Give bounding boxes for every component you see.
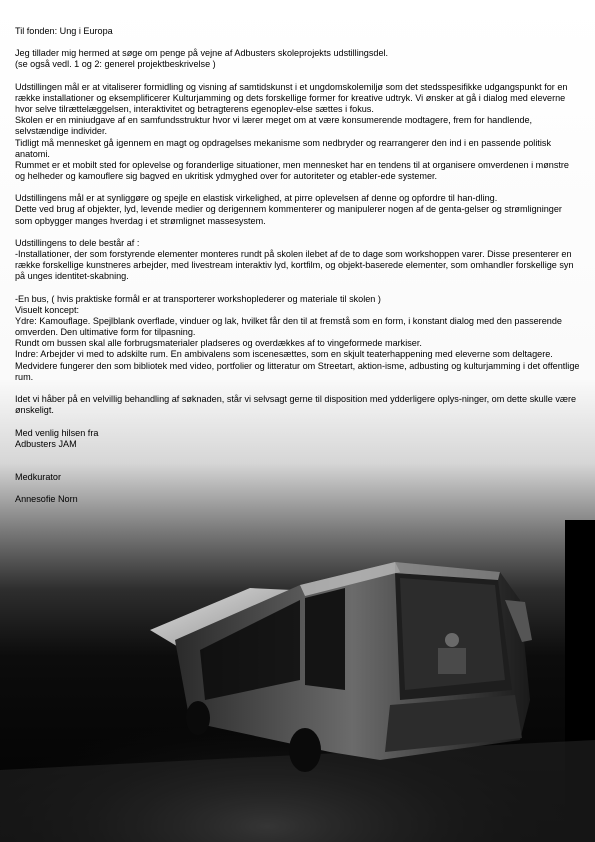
wheel-rear bbox=[186, 701, 210, 735]
wheel-front bbox=[289, 728, 321, 772]
bus-paragraph: -En bus, ( hvis praktiske formål er at transporterer workshoplederer og materiale til skolen ) Visuelt koncept: Ydre: Kamouflage. Spejlblank overflade, vinduer og lak, hvilket får den til at fremstå som en form, i konstant dialog med den passerende omverden. Den ultimative form for tilpasning. Rundt om bussen skal alle forbrugsmaterialer pladseres og overdækkes af to vingeformede markiser. Indre: Arbejder vi med to adskilte rum. En ambivalens som iscenesættes, som en skjult teaterhappening med eleverne som deltagere. Medvidere fungerer den som bibliotek med video, portfolier og litteratur om Streetart, aktion-isme, adbusting og kulturjamming i det offentlige rum. bbox=[15, 293, 580, 382]
cocurator-name: Annesofie Norn bbox=[15, 494, 78, 505]
purpose-paragraph: Udstillingen mål er at vitaliserer formidling og visning af samtidskunst i et ungdomskolemiljø som det stedsspesifikke udgangspunkt for en række installationer og eksemplificerer Kulturjamming og dets forskellige former for kreative udtryk. Vi ønsker at gå i dialog med eleverne hvor selve tilrættelæggelsen, interaktivitet og betragterens egenoplev-else sættes i fokus. Skolen er en miniudgave af en samfundsstruktur hvor vi lærer meget om at være konsumerende modtagere, frem for handlende, selvstændige individer. Tidligt må mennesket gå igennem en magt og opdragelses mekanisme som nedbryder og rearrangerer den ind i en passende politisk anatomi. Rummet er et mobilt sted for oplevelse og foranderlige situationer, men mennesket har en tendens til at organisere omverdenen i mønstre og helheder og kamouflere sig bagved en ukritisk ydmyghed over for autoriteter og etabler-ede systemer. bbox=[15, 81, 569, 181]
greeting: Med venlig hilsen fra Adbusters JAM bbox=[15, 427, 99, 449]
closing-paragraph: Idet vi håber på en velvillig behandling af søknaden, står vi selvsagt gerne til disposition med ydderligere oplys-ninger, om dette skulle være ønskeligt. bbox=[15, 394, 577, 416]
application-letter bbox=[15, 26, 580, 506]
parts-paragraph: Udstillingens to dele består af : -Installationer, der som forstyrende elementer monteres rundt på skolen ilebet af de to dage som workshoppen varer. Disse presenterer en række forskellige kunstneres arbejder, med livestream interaktiv lyd, kortfilm, og objekt-baserede elementer, som omhandler forskellige syn på unges identitet-skabning. bbox=[15, 237, 574, 282]
cocurator-label: Medkurator bbox=[15, 472, 61, 483]
intro-paragraph: Jeg tillader mig hermed at søge om penge på vejne af Adbusters skoleprojekts udstillingsdel. (se også vedl. 1 og 2: generel projektbeskrivelse ) bbox=[15, 48, 389, 70]
recipient-line: Til fonden: Ung i Europa bbox=[15, 26, 113, 36]
goal-paragraph: Udstillingens mål er at synliggøre og spejle en elastisk virkelighed, at pirre oplevelsen af denne og opfordre til han-dling. Dette ved brug af objekter, lyd, levende medier og derigennem kommenterer og manipulerer nogen af de genta-gelser og strømligninger som opbygger manges hverdag i et strømlignet massesystem. bbox=[15, 193, 562, 226]
